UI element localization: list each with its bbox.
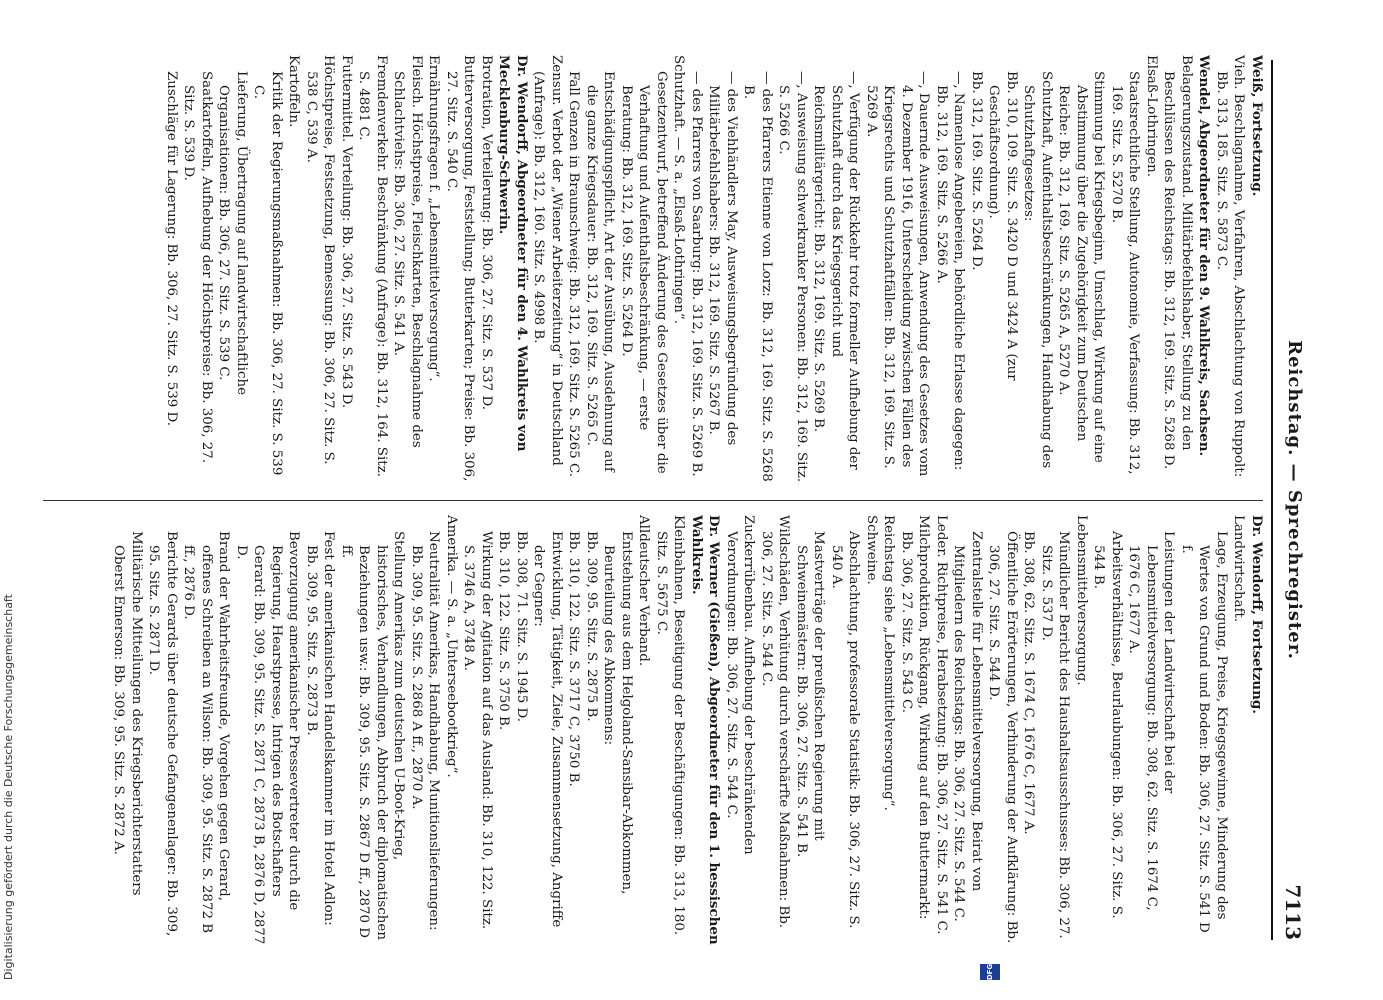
register-entry: Belagerungszustand. Militärbefehlshaber, Stellung zu den Beschlüssen des Reichstags: Bb. 312, 169. Sitz. S. 5268 D. [1161,55,1194,470]
page-number: 7113 [1281,884,1305,940]
register-entry: Wirkung der Agitation auf das Ausland: Bb. 310, 122. Sitz. S. 3746 A, 3748 A. [461,531,494,930]
register-entry: Bb. 309, 95. Sitz. S. 2875 B. [584,531,599,722]
register-entry: Zuckerrübenbau. Aufhebung der beschränkenden Verordnungen: Bb. 306, 27. Sitz. S. 544 C. [724,515,757,855]
running-title: Reichstag. — Sprechregister. [1284,340,1305,660]
register-entry: Schweine. [864,515,879,585]
register-entry: Schutzhaft. — S. a. „Elsaß-Lothringen“. [671,55,687,324]
register-entry: Fest der amerikanischen Handelskammer im Hotel Adlon: Bb. 309, 95. Sitz. S. 2873 B. [304,531,337,926]
register-entry: —, Dauernde Ausweisungen, Anwendung des Gesetzes vom 4. Dezember 1916, Unterscheidung zwischen Fällen des Kriegsrechts und Schutzhaftfällen: Bb. 312, 169. Sitz. S. 5269 A. [864,71,932,477]
register-entry: Wildschäden, Verhütung durch verschärfte Maßnahmen: Bb. 306, 27. Sitz. S. 544 C. [759,515,792,929]
dfg-logo: DFG [980,964,1000,980]
register-entry: Fleisch. Höchstpreise, Fleischkarten, Beschlagnahme des Schlachtviehs: Bb. 306, 27. Sitz. S. 541 A. [391,55,424,448]
register-entry: Mündlicher Bericht des Haushaltsausschusses: Bb. 306, 27. Sitz. S. 537 D. [1039,531,1072,939]
credit-text: Digitalisierung gefördert durch die Deutsche Forschungsgemeinschaft [2,594,15,980]
header-rule [1271,60,1273,940]
register-entry: Bb. 308, 62. Sitz. S. 1674 C, 1676 C, 1677 A. [1021,531,1037,835]
register-entry: Brand der Wahrheitsfreunde, Vorgehen gegen Gerard, offenes Schreiben an Wilson: Bb. 309, 95. Sitz. S. 2872 B ff., 2876 D. [181,531,232,934]
register-entry: — des Pfarrers Etienne von Lorz: Bb. 312, 169. Sitz. S. 5268 B. [741,71,774,482]
register-entry: Öffentliche Erörterungen, Verhinderung der Aufklärung: Bb. 306, 27. Sitz. S. 544 D. [986,531,1019,944]
register-entry: Bb. 312, 169. Sitz. S. 5264 D. [969,71,984,271]
register-entry: — des Viehhändlers May, Ausweisungsbegründung des Militärbefehlshabers: Bb. 312, 169. Sitz. S. 5267 B. [706,71,739,446]
register-entry: Leistungen der Landwirtschaft bei der Lebensmittelversorgung: Bb. 308, 62. Sitz. S. 1674 C, 1676 C, 1677 A. [1126,531,1177,911]
register-entry: Vieh. Beschlagnahme, Verfahren, Abschlachtung von Ruppolt: Bb. 313, 185. Sitz. S. 5873 C. [1214,55,1247,478]
register-entry: —, Ausweisung schwerkranker Personen: Bb. 312, 169. Sitz. S. 5266 C. [776,71,809,483]
register-entry: Zentralstelle für Lebensmittelversorgung, Beirat von Mitgliedern des Reichstags: Bb. 306, 27. Sitz. S. 544 C. [951,531,984,922]
register-entry: —, Verfügung der Rückkehr trotz formeller Aufhebung der Schutzhaft durch das Kriegsgericht und Reichsmilitärgericht: Bb. 312, 169. Sitz. S. 5269 B. [811,71,862,470]
register-entry: Fremdenverkehr. Beschränkung (Anfrage): Bb. 312, 164. Sitz. S. 4881 C. [356,55,389,477]
register-entry: Leder. Richtpreise, Herabsetzung: Bb. 306, 27. Sitz. S. 541 C. [934,515,949,935]
right-column [35,515,1265,945]
digitization-credit [0,0,20,1000]
register-entry: Elsaß-Lothringen. [1144,55,1159,178]
register-entry: Butterversorgung, Feststellung; Butterkarten; Preise: Bb. 306, 27. Sitz. S. 540 C. [444,55,477,482]
register-entry: Kritik der Regierungsmaßnahmen: Bb. 306, 27. Sitz. S. 539 C. [251,71,284,476]
register-entry: Mastverträge der preußischen Regierung mit Schweinemästern: Bb. 306, 27. Sitz. S. 541 B. [794,531,827,858]
register-heading: Dr. Wendorff, Fortsetzung. [1249,515,1265,714]
register-entry: Amerika. — S. a. „Unterseebootkrieg“. [444,515,459,778]
register-entry: Zensur. Verbot der „Wiener Arbeiterzeitung“ in Deutschland (Anfrage): Bb. 312, 160. Sitz. S. 4998 B. [531,55,564,466]
register-entry: Futtermittel. Verteilung: Bb. 306, 27. Sitz. S. 543 D. [339,55,354,409]
register-entry: Zuschläge für Lagerung: Bb. 306, 27. Sitz. S. 539 D. [164,71,179,427]
column-divider [43,500,1263,501]
register-entry: Bb. 310, 109. Sitz. S. 3420 D und 3424 A (zur Geschäftsordnung). [986,71,1019,381]
register-entry: Stimmung bei Kriegsbeginn, Umschlag, Wirkung auf eine Abstimmung über die Zugehörigkeit zum Deutschen Reiche: Bb. 312, 169. Sitz. S. 5265 A, 5270 A. [1056,71,1107,463]
register-entry: Lebensmittelversorgung. [1074,515,1089,686]
register-entry: —, Namenlose Angebereien, behördliche Erlasse dagegen: Bb. 312, 169. Sitz. S. 5266 A. [934,71,967,471]
register-entry: Fall Genzen in Braunschweig: Bb. 312, 169. Sitz. S. 5265 C. [566,71,582,477]
register-entry: Abschlachtung, professorale Statistik: Bb. 306, 27. Sitz. S. 540 A. [829,531,862,929]
register-entry: Bevorzugung amerikanischer Pressevertreter durch die Regierung, Hearstpresse, Intrigen des Botschafters Gerard: Bb. 309, 95. Sitz. S. 2871 C, 2873 B, 2876 D, 2877 D. [234,531,302,945]
register-heading: Dr. Wendorff, Abgeordneter für den 4. Wahlkreis von Mecklenburg-Schwerin. [496,55,530,452]
register-entry: Lage, Erzeugung, Preise, Kriegsgewinne, Minderung des Wertes von Grund und Boden: Bb. 306, 27. Sitz. S. 541 D f. [1179,531,1229,933]
register-entry: Militärische Mitteilungen des Kriegsberichterstatters Oberst Emerson: Bb. 309, 95. Sitz. S. 2872 A. [111,531,144,896]
register-entry: Ernährungsfragen f. „Lebensmittelversorgung“. [426,55,442,382]
register-entry: Bb. 308, 71. Sitz. S. 1945 D. [514,531,529,723]
register-entry: Bb. 310, 122. Sitz. S. 3750 B. [496,531,512,731]
register-entry: Entwicklung, Tätigkeit, Ziele, Zusammensetzung, Angriffe der Gegner: [531,531,564,928]
register-entry: Höchstpreise, Festsetzung, Bemessung: Bb. 306, 27. Sitz. S. 538 C, 539 A. [304,55,337,465]
register-entry: Kartoffeln. [286,55,302,128]
register-entry: Reichstag siehe „Lebensmittelversorgung“. [881,515,897,811]
left-column [35,55,1265,485]
register-entry: Stellung Amerikas zum deutschen U-Boot-Krieg, historisches, Verhandlungen, Abbruch der diplomatischen Beziehungen usw.: Bb. 309, 95. Sitz. S. 2867 D ff., 2870 D ff. [339,531,407,940]
register-entry: Saatkartoffeln, Aufhebung der Höchstpreise: Bb. 306, 27. Sitz. S. 539 D. [181,71,214,464]
register-heading: Dr. Werner (Gießen), Abgeordneter für den 1. hessischen Wahlkreis. [689,515,723,945]
register-entry: Arbeitsverhältnisse, Beurlaubungen: Bb. 306, 27. Sitz. S. 544 B. [1091,531,1124,919]
register-entry: Schutzhaft, Aufenthaltsbeschränkungen, Handhabung des Schutzhaftgesetzes: [1021,71,1054,469]
register-heading: Weiß, Fortsetzung. [1249,55,1265,197]
register-entry: Staatsrechtliche Stellung, Autonomie, Verfassung: Bb. 312, 169. Sitz. S. 5270 B. [1109,71,1142,475]
register-entry: Landwirtschaft. [1231,515,1247,623]
register-entry: Alldeutscher Verband. [636,515,652,667]
register-entry: Kleinbahnen, Beseitigung der Beschäftigungen: Bb. 313, 180. Sitz. S. 5675 C. [654,515,687,936]
register-entry: Neutralität Amerikas, Handhabung, Munitionslieferungen: Bb. 309, 95. Sitz. S. 2868 A ff., 2870 A. [409,531,442,931]
register-entry: Entschädigungspflicht, Art der Ausübung, Ausdehnung auf die ganze Kriegsdauer: Bb. 312, 169. Sitz. S. 5265 C. [584,71,617,472]
register-entry: Gesetzentwurf, betreffend Änderung des Gesetzes über die Verhaftung und Aufenthaltsbeschränkung, — erste Beratung: Bb. 312, 169. Sitz. S. 5264 D. [619,71,669,474]
register-entry: Lieferung, Übertragung auf landwirtschaftliche Organisationen: Bb. 306, 27. Sitz. S. 539 C. [216,71,249,396]
page-header [1273,60,1313,940]
register-entry: Bb. 310, 122. Sitz. S. 3717 C, 3750 B. [566,531,582,787]
register-entry: — des Pfarrers von Saarburg: Bb. 312, 169. Sitz. S. 5269 B. [689,71,704,477]
register-heading: Wendel, Abgeordneter für den 9. Wahlkreis, Sachsen. [1196,55,1213,457]
register-entry: Berichte Gerards über deutsche Gefangenenlager: Bb. 309, 95. Sitz. S. 2871 D. [146,531,179,937]
register-entry: Milchproduktion, Rückgang, Wirkung auf den Buttermarkt: Bb. 306, 27. Sitz. S. 543 C. [899,515,932,920]
register-entry: Entstehung aus dem Helgoland-Sansibar-Abkommen, Beurteilung des Abkommens: [601,531,634,895]
register-entry: Brotration, Verteilerung: Bb. 306, 27. Sitz. S. 537 D. [479,55,494,410]
